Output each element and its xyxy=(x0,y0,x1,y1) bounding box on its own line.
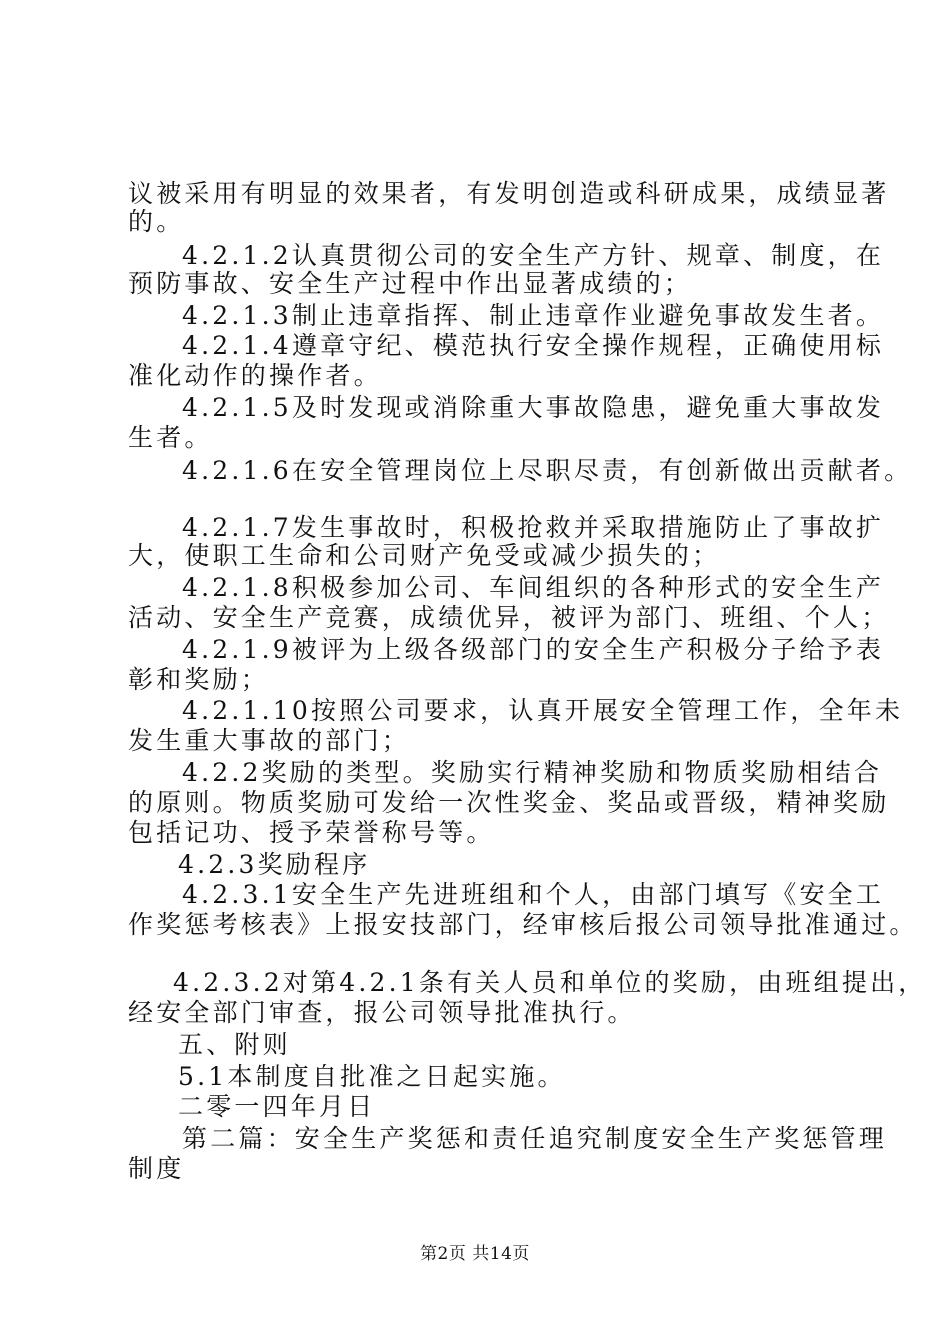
page-indicator: 第2页 共14页 xyxy=(420,1244,530,1264)
body-line-24: 作奖惩考核表》上报安技部门，经审核后报公司领导批准通过。 xyxy=(128,910,918,939)
body-line-22: 4.2.3奖励程序 xyxy=(178,850,371,879)
body-line-3: 4.2.1.2认真贯彻公司的安全生产方针、规章、制度，在 xyxy=(182,241,885,270)
body-line-18: 发生重大事故的部门； xyxy=(128,726,411,755)
body-line-16: 彰和奖励； xyxy=(128,665,270,694)
body-line-11: 4.2.1.7发生事故时，积极抢救并采取措施防止了事故扩 xyxy=(182,513,885,542)
body-line-1: 议被采用有明显的效果者，有发明创造或科研成果，成绩显著 xyxy=(128,179,890,208)
body-line-25: 4.2.3.2对第4.2.1条有关人员和单位的奖励，由班组提出， xyxy=(173,968,927,997)
body-line-30: 第二篇：安全生产奖惩和责任追究制度安全生产奖惩管理 xyxy=(182,1124,888,1153)
body-line-2: 的。 xyxy=(128,207,185,236)
body-line-20: 的原则。物质奖励可发给一次性奖金、奖品或晋级，精神奖励 xyxy=(128,788,890,817)
body-line-14: 活动、安全生产竞赛，成绩优异，被评为部门、班组、个人； xyxy=(128,603,890,632)
body-line-12: 大，使职工生命和公司财产免受或减少损失的； xyxy=(128,541,721,570)
body-line-13: 4.2.1.8积极参加公司、车间组织的各种形式的安全生产 xyxy=(182,573,885,602)
body-line-29: 二零一四年月日 xyxy=(178,1092,376,1121)
body-line-5: 4.2.1.3制止违章指挥、制止违章作业避免事故发生者。 xyxy=(182,301,885,330)
body-line-7: 准化动作的操作者。 xyxy=(128,361,382,390)
body-line-4: 预防事故、安全生产过程中作出显著成绩的； xyxy=(128,269,693,298)
body-line-19: 4.2.2奖励的类型。奖励实行精神奖励和物质奖励相结合 xyxy=(182,758,883,787)
body-line-8: 4.2.1.5及时发现或消除重大事故隐患，避免重大事故发 xyxy=(182,393,885,422)
body-line-15: 4.2.1.9被评为上级各级部门的安全生产积极分子给予表 xyxy=(182,635,885,664)
body-line-6: 4.2.1.4遵章守纪、模范执行安全操作规程，正确使用标 xyxy=(182,331,885,360)
body-line-9: 生者。 xyxy=(128,423,213,452)
body-line-26: 经安全部门审查，报公司领导批准执行。 xyxy=(128,998,636,1027)
body-line-23: 4.2.3.1安全生产先进班组和个人，由部门填写《安全工 xyxy=(182,880,885,909)
body-line-28: 5.1本制度自批准之日起实施。 xyxy=(178,1062,566,1091)
body-line-17: 4.2.1.10按照公司要求，认真开展安全管理工作，全年未 xyxy=(182,696,904,725)
body-line-10: 4.2.1.6在安全管理岗位上尽职尽责，有创新做出贡献者。 xyxy=(182,456,913,485)
body-line-21: 包括记功、授予荣誉称号等。 xyxy=(128,818,495,847)
body-line-27: 五、附则 xyxy=(178,1030,291,1059)
body-line-31: 制度 xyxy=(128,1154,185,1183)
